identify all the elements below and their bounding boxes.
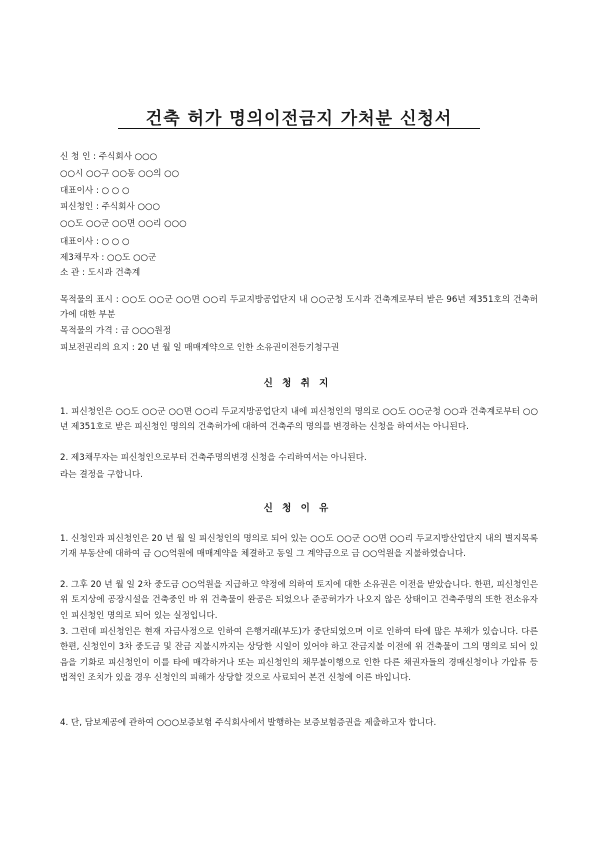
reasons-heading: 신 청 이 유 — [263, 503, 332, 514]
purpose-item-2: 2. 제3채무자는 피신청인으로부터 건축주명의변경 신청을 수리하여서는 아니된다. — [60, 453, 367, 463]
reason-item-3: 3. 그런데 피신청인은 현재 자금사정으로 인하여 은행거래(부도)가 중단되었으며 이로 인하여 타에 많은 부채가 있습니다. 다른 한편, 신청인이 3차 중도금 및 잔금 지불시까지는 상당한 시일이 있어야 하고 잔금지불 이전에 위 건축물이 그의 명의로 되어 있음을 기화로 피신청인이 이를 타에 매각하거나 또는 피신청인의 채무불이행으로 인한 다른 채권자들의 경매신청이나 가압류 등 법적인 조치가 있을 경우 신청인의 피해가 상당할 것으로 사료되어 본건 신청에 이른 바입니다. — [60, 627, 538, 683]
respondent-address: ○○도 ○○군 ○○면 ○○리 ○○○ — [60, 219, 187, 229]
jurisdiction-line: 소 관 : 도시과 건축계 — [60, 268, 141, 278]
reason-item-4: 4. 단, 담보제공에 관하여 ○○○보증보험 주식회사에서 발행하는 보증보험증권을 제출하고자 합니다. — [60, 718, 437, 728]
third-debtor-line: 제3채무자 : ○○도 ○○군 — [60, 253, 157, 263]
respondent-representative: 대표이사 : ○ ○ ○ — [60, 237, 130, 247]
applicant-address: ○○시 ○○구 ○○동 ○○의 ○○ — [60, 169, 180, 179]
purpose-heading: 신 청 취 지 — [263, 378, 332, 389]
preserved-right: 피보전권리의 요지 : 20 년 월 일 매매계약으로 인한 소유권이전등기청구권 — [60, 343, 340, 353]
title-underline — [118, 128, 480, 129]
document-title: 건축 허가 명의이전금지 가처분 신청서 — [145, 109, 453, 129]
respondent-line: 피신청인 : 주식회사 ○○○ — [60, 202, 160, 212]
reason-item-1: 1. 신청인과 피신청인은 20 년 월 일 피신청인의 명의로 되어 있는 ○○도 ○○군 ○○면 ○○리 두교지방산업단지 내의 별지목록 기재 부동산에 대하여 금 ○○억원에 매매계약을 체결하고 동일 그 계약금으로 금 ○○억원을 지불하였습니다. — [60, 534, 538, 560]
reason-item-2: 2. 그후 20 년 월 일 2차 중도금 ○○억원을 지급하고 약정에 의하여 토지에 대한 소유권은 이전을 받았습니다. 한편, 피신청인은 위 토지상에 공장시설을 건축중인 바 위 건축물이 완공은 되었으나 준공허가가 나오지 않은 상태이고 건축주명의 또한 전소유자인 피신청인 명의로 되어 있는 실정입니다. — [60, 580, 538, 621]
object-value: 목적물의 가격 : 금 ○○○원정 — [60, 326, 172, 336]
applicant-representative: 대표이사 : ○ ○ ○ — [60, 186, 130, 196]
object-display: 목적물의 표시 : ○○도 ○○군 ○○면 ○○리 두교지방공업단지 내 ○○군청 도시과 건축계로부터 받은 96년 제351호의 건축허가에 대한 부분 — [60, 295, 538, 321]
applicant-line: 신 청 인 : 주식회사 ○○○ — [60, 152, 158, 162]
purpose-item-1: 1. 피신청인은 ○○도 ○○군 ○○면 ○○리 두교지방공업단지 내에 피신청인의 명의로 ○○도 ○○군청 ○○과 건축계로부터 ○○년 제351호로 받은 피신청인 명의의 건축허가에 대하여 건축주의 명의를 변경하는 신청을 하여서는 아니된다. — [60, 407, 538, 433]
purpose-closing: 라는 결정을 구합니다. — [60, 470, 143, 480]
